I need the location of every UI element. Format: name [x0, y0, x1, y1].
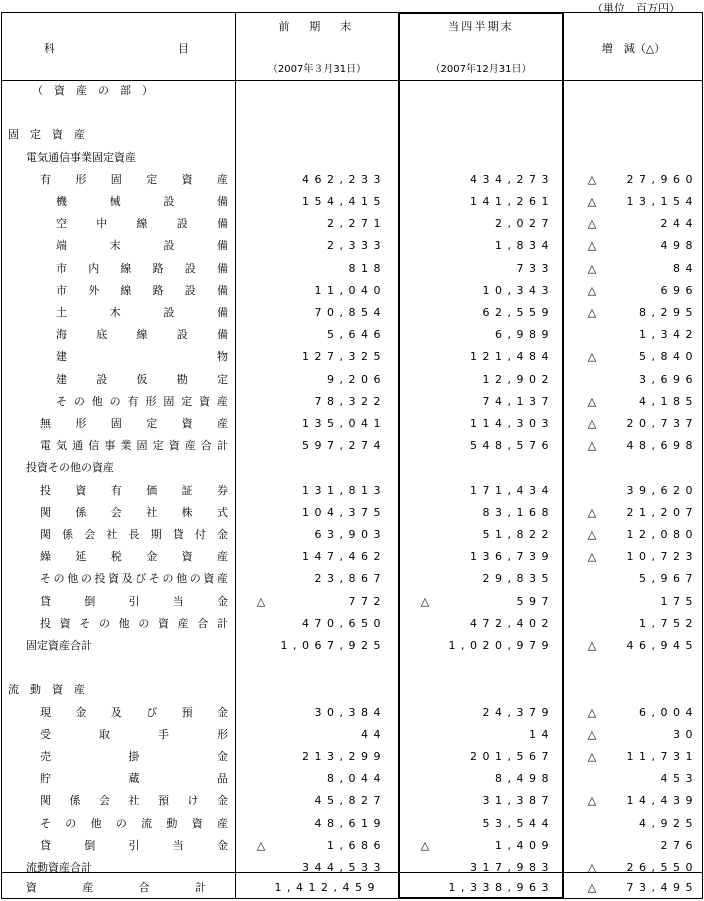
diff-value: 4,185	[639, 394, 698, 408]
table-row	[0, 124, 704, 146]
diff-value: 84	[673, 261, 698, 275]
curr-triangle: △	[420, 838, 430, 852]
row-label: 貯蔵品	[40, 772, 228, 786]
prev-value: 63,903	[314, 528, 386, 541]
row-label: その他の有形固定資産	[56, 394, 228, 408]
table-row	[0, 480, 704, 502]
table-row	[0, 591, 704, 613]
diff-triangle: △	[587, 550, 597, 564]
diff-triangle: △	[587, 794, 597, 808]
prev-value: 127,325	[302, 350, 386, 364]
curr-value: 1,338,963	[448, 881, 554, 894]
curr-triangle: △	[420, 594, 430, 608]
row-label: 資産合計	[26, 881, 206, 894]
prev-value: 8,044	[327, 772, 386, 786]
diff-triangle: △	[587, 283, 597, 297]
diff-value: 20,737	[626, 417, 698, 430]
diff-value: 8,295	[639, 306, 698, 319]
curr-value: 114,303	[470, 417, 554, 430]
curr-value: 74,137	[482, 394, 554, 408]
curr-value: 121,484	[470, 350, 554, 364]
header-curr-date: （2007年12月31日）	[430, 64, 532, 75]
prev-value: 104,375	[302, 505, 386, 519]
curr-value: 10,343	[482, 283, 554, 297]
row-label: 売掛金	[40, 750, 228, 763]
diff-value: 12,080	[626, 528, 698, 541]
prev-value: 11,040	[314, 283, 386, 297]
prev-triangle: △	[256, 838, 266, 852]
curr-value: 136,739	[470, 550, 554, 564]
row-label: 貸倒引当金	[40, 594, 228, 608]
row-label: 受取手形	[40, 727, 228, 741]
diff-value: 6,004	[639, 705, 698, 719]
curr-value: 1,409	[495, 838, 554, 852]
table-row	[0, 169, 704, 191]
prev-value: 44	[361, 727, 386, 741]
prev-value: 5,646	[327, 328, 386, 342]
prev-value: 135,041	[302, 417, 386, 430]
table-row	[0, 679, 704, 701]
curr-value: 201,567	[470, 750, 554, 763]
curr-value: 141,261	[470, 195, 554, 208]
diff-triangle: △	[587, 861, 597, 874]
diff-value: 39,620	[626, 483, 698, 497]
diff-value: 26,550	[626, 861, 698, 874]
table-row	[0, 457, 704, 479]
diff-triangle: △	[587, 261, 597, 275]
table-row	[0, 80, 704, 102]
row-label: 無形固定資産	[40, 417, 228, 430]
diff-value: 1,752	[639, 616, 698, 630]
table-row	[0, 813, 704, 835]
table-row	[0, 502, 704, 524]
diff-value: 46,945	[626, 639, 698, 652]
row-label: 投資有価証券	[40, 483, 228, 497]
diff-triangle: △	[587, 217, 597, 231]
row-label: 機械設備	[56, 195, 228, 208]
diff-value: 10,723	[626, 550, 698, 564]
diff-value: 5,967	[639, 572, 698, 586]
table-row	[0, 790, 704, 812]
prev-value: 147,462	[302, 550, 386, 564]
table-row	[0, 102, 704, 124]
diff-triangle: △	[587, 394, 597, 408]
diff-value: 13,154	[626, 195, 698, 208]
prev-value: 45,827	[314, 794, 386, 808]
row-label: 貸倒引当金	[40, 838, 228, 852]
curr-value: 62,559	[482, 306, 554, 319]
prev-value: 2,333	[327, 239, 386, 253]
prev-value: 131,813	[302, 483, 386, 497]
diff-triangle: △	[587, 727, 597, 741]
prev-value: 818	[348, 261, 386, 275]
header-prev: 前 期 末	[278, 20, 356, 33]
row-label: その他の投資及びその他の資産	[40, 572, 228, 586]
prev-value: 23,867	[314, 572, 386, 586]
prev-value: 344,533	[302, 861, 386, 874]
row-label: （ 資 産 の 部 ）	[32, 84, 153, 97]
diff-triangle: △	[587, 881, 597, 894]
diff-value: 453	[660, 772, 698, 786]
prev-value: 30,384	[314, 705, 386, 719]
table-row	[0, 213, 704, 235]
table-row	[0, 191, 704, 213]
prev-triangle: △	[256, 594, 266, 608]
diff-triangle: △	[587, 417, 597, 430]
table-row	[0, 524, 704, 546]
diff-value: 244	[660, 217, 698, 231]
diff-value: 276	[660, 838, 698, 852]
curr-value: 29,835	[482, 572, 554, 586]
row-label: 固 定 資 産	[8, 128, 85, 142]
row-label: 現金及び預金	[40, 705, 228, 719]
table-row	[0, 280, 704, 302]
prev-value: 597,274	[302, 439, 386, 453]
diff-triangle: △	[587, 439, 597, 453]
prev-value: 1,067,925	[280, 639, 386, 652]
diff-value: 1,342	[639, 328, 698, 342]
diff-value: 696	[660, 283, 698, 297]
header-diff: 増 減（△）	[601, 42, 666, 55]
diff-triangle: △	[587, 195, 597, 208]
curr-value: 2,027	[495, 217, 554, 231]
table-row	[0, 568, 704, 590]
row-label: 投資その他の資産	[26, 461, 114, 475]
curr-value: 83,168	[482, 505, 554, 519]
row-label: 海底線設備	[56, 328, 228, 342]
diff-triangle: △	[587, 172, 597, 186]
prev-value: 9,206	[327, 372, 386, 386]
curr-value: 31,387	[482, 794, 554, 808]
curr-value: 24,379	[482, 705, 554, 719]
curr-value: 317,983	[470, 861, 554, 874]
row-label: 空中線設備	[56, 217, 228, 231]
table-row	[0, 635, 704, 657]
table-row	[0, 702, 704, 724]
curr-value: 472,402	[470, 616, 554, 630]
table-row	[0, 657, 704, 679]
row-label: 繰延税金資産	[40, 550, 228, 564]
diff-triangle: △	[587, 639, 597, 652]
table-row	[0, 413, 704, 435]
row-label: 流動資産合計	[26, 861, 92, 874]
diff-triangle: △	[587, 306, 597, 319]
row-label: 土木設備	[56, 306, 228, 319]
diff-triangle: △	[587, 239, 597, 253]
diff-value: 498	[660, 239, 698, 253]
table-row	[0, 346, 704, 368]
table-row	[0, 302, 704, 324]
prev-value: 154,415	[302, 195, 386, 208]
curr-value: 1,020,979	[448, 639, 554, 652]
row-label: 関係会社株式	[40, 505, 228, 519]
table-row	[0, 724, 704, 746]
prev-value: 462,233	[302, 172, 386, 186]
prev-value: 78,322	[314, 394, 386, 408]
row-label: 建設仮勘定	[56, 372, 228, 386]
row-label: 有形固定資産	[40, 172, 228, 186]
curr-value: 548,576	[470, 439, 554, 453]
table-row	[0, 613, 704, 635]
diff-triangle: △	[587, 505, 597, 519]
prev-value: 470,650	[302, 616, 386, 630]
table-row	[0, 147, 704, 169]
diff-triangle: △	[587, 350, 597, 364]
diff-value: 4,925	[639, 816, 698, 830]
row-label: 建物	[56, 350, 228, 364]
diff-triangle: △	[587, 705, 597, 719]
curr-value: 171,434	[470, 483, 554, 497]
row-label: その他の流動資産	[40, 816, 228, 830]
total-row	[0, 877, 704, 899]
row-label: 関係会社預け金	[40, 794, 228, 808]
row-label: 電気通信事業固定資産	[26, 150, 136, 164]
table-row	[0, 391, 704, 413]
header-curr: 当四半期末	[448, 20, 514, 33]
diff-value: 73,495	[626, 881, 698, 894]
table-row	[0, 857, 704, 879]
diff-triangle: △	[587, 750, 597, 763]
diff-value: 21,207	[626, 505, 698, 519]
header-prev-date: （2007年３月31日）	[267, 64, 367, 75]
diff-value: 11,731	[626, 750, 698, 763]
table-row	[0, 324, 704, 346]
row-label: 投資その他の資産合計	[40, 616, 228, 630]
row-label: 関係会社長期貸付金	[40, 528, 228, 541]
curr-value: 12,902	[482, 372, 554, 386]
curr-value: 51,822	[482, 528, 554, 541]
curr-value: 6,989	[495, 328, 554, 342]
diff-value: 27,960	[626, 172, 698, 186]
row-label: 固定資産合計	[26, 639, 92, 652]
row-label: 流 動 資 産	[8, 683, 85, 697]
curr-value: 1,834	[495, 239, 554, 253]
table-row	[0, 746, 704, 768]
curr-value: 8,498	[495, 772, 554, 786]
curr-value: 14	[529, 727, 554, 741]
header-item-right: 目	[178, 42, 189, 55]
diff-value: 48,698	[626, 439, 698, 453]
header-item-left: 科	[44, 42, 55, 55]
curr-value: 434,273	[470, 172, 554, 186]
prev-value: 1,686	[327, 838, 386, 852]
curr-value: 733	[516, 261, 554, 275]
diff-value: 5,840	[639, 350, 698, 364]
prev-value: 2,271	[327, 217, 386, 231]
table-row	[0, 258, 704, 280]
table-row	[0, 546, 704, 568]
diff-value: 3,696	[639, 372, 698, 386]
table-row	[0, 835, 704, 857]
row-label: 電気通信事業固定資産合計	[40, 439, 228, 453]
diff-triangle: △	[587, 528, 597, 541]
table-row	[0, 768, 704, 790]
diff-value: 175	[660, 594, 698, 608]
table-row	[0, 235, 704, 257]
table-row	[0, 435, 704, 457]
prev-value: 772	[348, 594, 386, 608]
prev-value: 213,299	[302, 750, 386, 763]
table-row	[0, 369, 704, 391]
row-label: 端末設備	[56, 239, 228, 253]
diff-value: 14,439	[626, 794, 698, 808]
unit-note: （単位 百万円）	[592, 2, 680, 15]
row-label: 市外線路設備	[56, 283, 228, 297]
diff-value: 30	[673, 727, 698, 741]
prev-value: 48,619	[314, 816, 386, 830]
curr-value: 597	[516, 594, 554, 608]
prev-value: 1,412,459	[274, 881, 380, 894]
prev-value: 70,854	[314, 306, 386, 319]
curr-value: 53,544	[482, 816, 554, 830]
row-label: 市内線路設備	[56, 261, 228, 275]
